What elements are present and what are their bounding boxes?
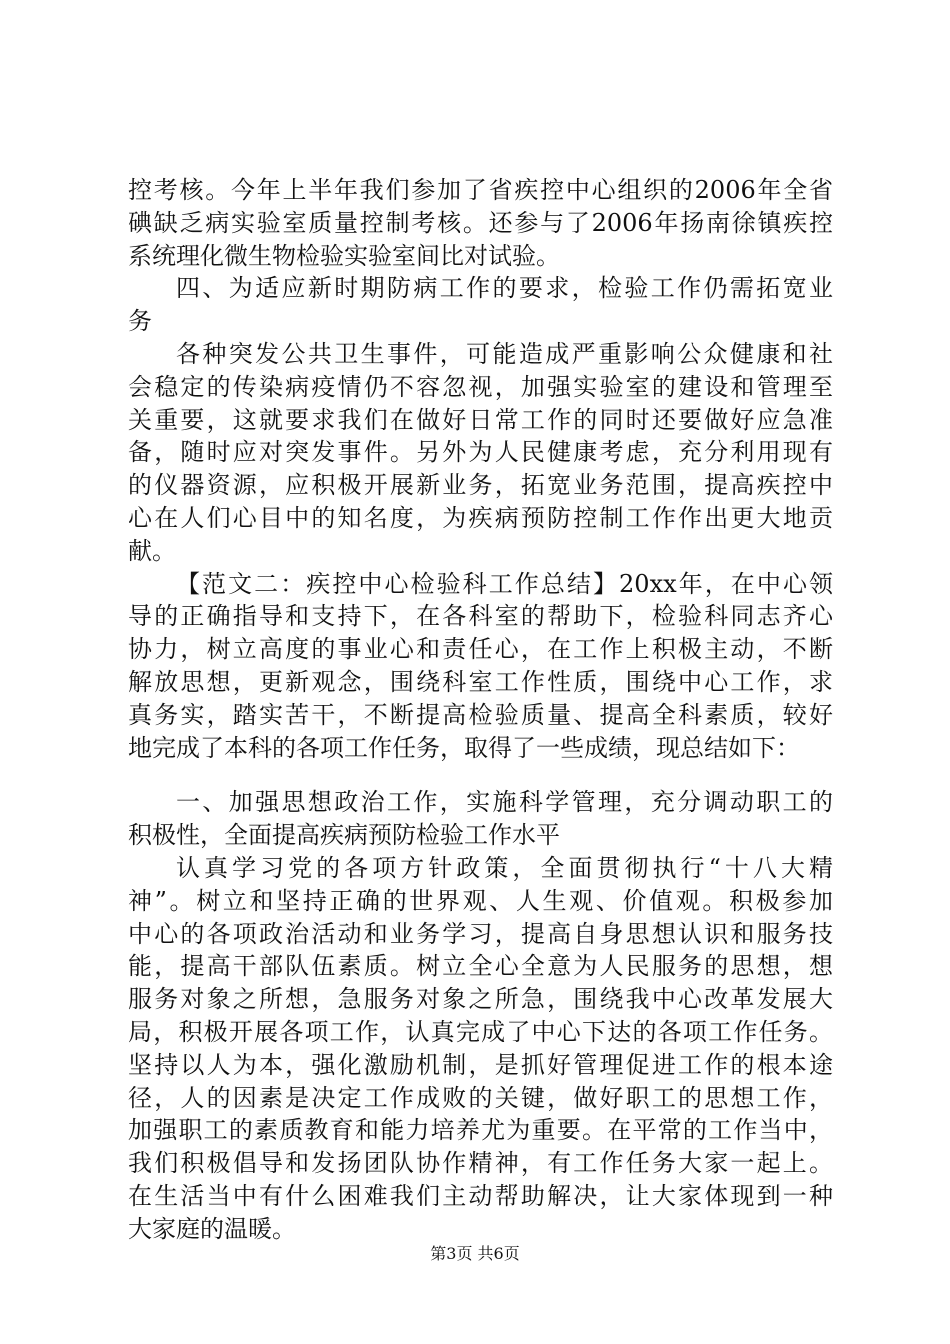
paragraph — [128, 568, 833, 765]
text-line: 我们积极倡导和发扬团队协作精神，有工作任务大家一起上。 — [128, 1149, 833, 1178]
text-line: 服务对象之所想，急服务对象之所急，围绕我中心改革发展大 — [128, 985, 833, 1014]
text-line: 碘缺乏病实验室质量控制考核。还参与了2006年扬南徐镇疾控 — [128, 208, 833, 237]
text-line: 加强职工的素质教育和能力培养尤为重要。在平常的工作当中， — [128, 1116, 833, 1145]
paragraph — [128, 852, 833, 1246]
text-line: 坚持以人为本，强化激励机制，是抓好管理促进工作的根本途 — [128, 1050, 833, 1079]
text-line: 导的正确指导和支持下，在各科室的帮助下，检验科同志齐心 — [128, 602, 833, 631]
paragraph — [128, 338, 833, 568]
text-line: 各种突发公共卫生事件，可能造成严重影响公众健康和社 — [176, 339, 833, 368]
section-heading — [128, 786, 833, 852]
text-line: 一、加强思想政治工作，实施科学管理，充分调动职工的 — [176, 788, 833, 817]
text-line: 系统理化微生物检验实验室间比对试验。 — [128, 241, 560, 270]
text-line: 解放思想，更新观念，围绕科室工作性质，围绕中心工作，求 — [128, 667, 833, 696]
text-line: 的仪器资源，应积极开展新业务，拓宽业务范围，提高疾控中 — [128, 471, 833, 500]
page-footer — [0, 1244, 950, 1264]
page-number: 第3页 共6页 — [430, 1244, 520, 1263]
text-line: 在生活当中有什么困难我们主动帮助解决，让大家体现到一种 — [128, 1181, 833, 1210]
text-line: 备，随时应对突发事件。另外为人民健康考虑，充分利用现有 — [128, 438, 833, 467]
text-line: 【范文二：疾控中心检验科工作总结】20xx年，在中心领 — [176, 569, 833, 598]
text-line: 协力，树立高度的事业心和责任心，在工作上积极主动，不断 — [128, 635, 833, 664]
document-body — [128, 174, 833, 1246]
text-line: 心在人们心目中的知名度，为疾病预防控制工作作出更大地贡 — [128, 503, 833, 532]
paragraph — [128, 174, 833, 272]
section-heading — [128, 272, 833, 338]
text-line: 神”。树立和坚持正确的世界观、人生观、价值观。积极参加 — [128, 886, 833, 915]
text-line: 认真学习党的各项方针政策，全面贯彻执行“十八大精 — [176, 853, 833, 882]
text-line: 关重要，这就要求我们在做好日常工作的同时还要做好应急准 — [128, 405, 833, 434]
text-line: 中心的各项政治活动和业务学习，提高自身思想认识和服务技 — [128, 919, 833, 948]
text-line: 献。 — [128, 536, 176, 565]
text-line: 局，积极开展各项工作，认真完成了中心下达的各项工作任务。 — [128, 1017, 833, 1046]
text-line: 地完成了本科的各项工作任务，取得了一些成绩，现总结如下： — [128, 733, 800, 762]
text-line: 会稳定的传染病疫情仍不容忽视，加强实验室的建设和管理至 — [128, 372, 833, 401]
text-line: 大家庭的温暖。 — [128, 1214, 296, 1243]
text-line: 真务实，踏实苦干，不断提高检验质量、提高全科素质，较好 — [128, 700, 833, 729]
text-line: 积极性，全面提高疾病预防检验工作水平 — [128, 821, 560, 850]
text-line: 能，提高干部队伍素质。树立全心全意为人民服务的思想，想 — [128, 952, 833, 981]
text-line: 务 — [128, 307, 152, 336]
text-line: 四、为适应新时期防病工作的要求，检验工作仍需拓宽业 — [176, 274, 833, 303]
text-line: 控考核。今年上半年我们参加了省疾控中心组织的2006年全省 — [128, 176, 833, 204]
text-line: 径，人的因素是决定工作成败的关键，做好职工的思想工作， — [128, 1083, 833, 1112]
paragraph-gap — [128, 764, 833, 786]
